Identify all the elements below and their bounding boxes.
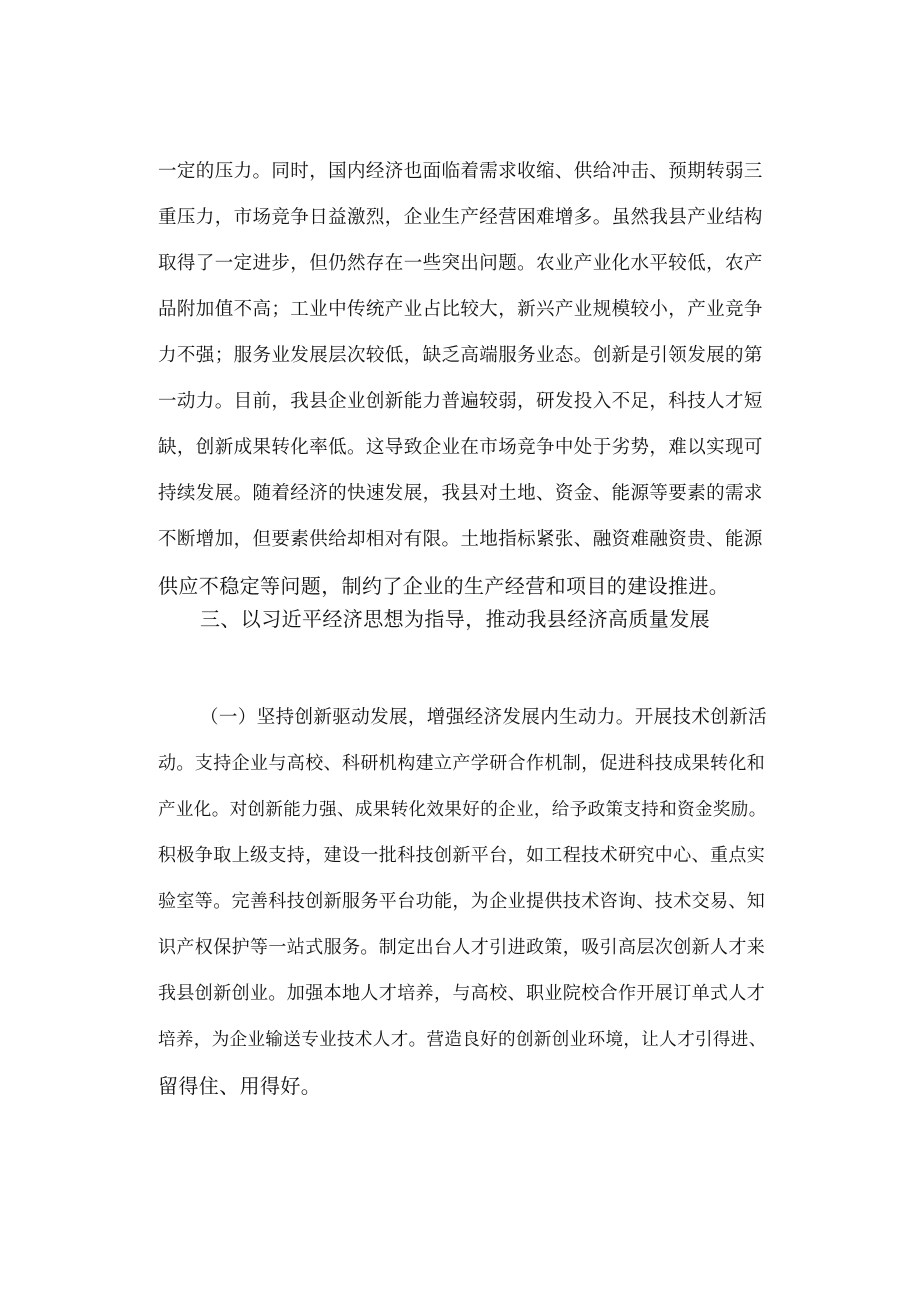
body-paragraph-innovation: [158, 695, 778, 1109]
paragraph-line: 品附加值不高；工业中传统产业占比较大，新兴产业规模较小，产业竞争: [158, 299, 763, 320]
paragraph-line: 培养，为企业输送专业技术人才。营造良好的创新创业环境，让人才引得进、: [158, 1030, 767, 1050]
paragraph-line: 留得住、用得好。: [158, 1074, 322, 1098]
paragraph-line: 力不强；服务业发展层次较低，缺乏高端服务业态。创新是引领发展的第: [158, 345, 763, 366]
paragraph-line: 积极争取上级支持，建设一批科技创新平台，如工程技术研究中心、重点实: [158, 845, 766, 866]
body-paragraph-pressure-issues: [158, 149, 778, 609]
paragraph-line: 产业化。对创新能力强、成果转化效果好的企业，给予政策支持和资金奖励。: [158, 800, 767, 820]
paragraph-line: 一定的压力。同时，国内经济也面临着需求收缩、供给冲击、预期转弱三: [158, 161, 763, 182]
paragraph-line: 取得了一定进步，但仍然存在一些突出问题。农业产业化水平较低，农产: [158, 253, 763, 274]
paragraph-line: 供应不稳定等问题，制约了企业的生产经营和项目的建设推进。: [158, 574, 730, 598]
paragraph-line: 缺，创新成果转化率低。这导致企业在市场竞争中处于劣势，难以实现可: [158, 437, 763, 458]
paragraph-line: 重压力，市场竞争日益激烈，企业生产经营困难增多。虽然我县产业结构: [158, 207, 763, 228]
paragraph-line: 我县创新创业。加强本地人才培养，与高校、职业院校合作开展订单式人才: [158, 983, 766, 1004]
paragraph-line: 持续发展。随着经济的快速发展，我县对土地、资金、能源等要素的需求: [158, 483, 763, 504]
section-heading-text: 三、以习近平经济思想为指导，推动我县经济高质量发展: [200, 607, 710, 631]
paragraph-line: （一）坚持创新驱动发展，增强经济发展内生动力。开展技术创新活: [200, 707, 768, 728]
paragraph-line: 一动力。目前，我县企业创新能力普遍较弱，研发投入不足，科技人才短: [158, 391, 763, 412]
paragraph-line: 不断增加，但要素供给却相对有限。土地指标紧张、融资难融资贵、能源: [158, 529, 763, 550]
section-heading: [158, 596, 778, 642]
paragraph-line: 动。支持企业与高校、科研机构建立产学研合作机制，促进科技成果转化和: [158, 753, 766, 774]
paragraph-line: 验室等。完善科技创新服务平台功能，为企业提供技术咨询、技术交易、知: [158, 891, 766, 912]
paragraph-line: 识产权保护等一站式服务。制定出台人才引进政策，吸引高层次创新人才来: [158, 937, 766, 958]
